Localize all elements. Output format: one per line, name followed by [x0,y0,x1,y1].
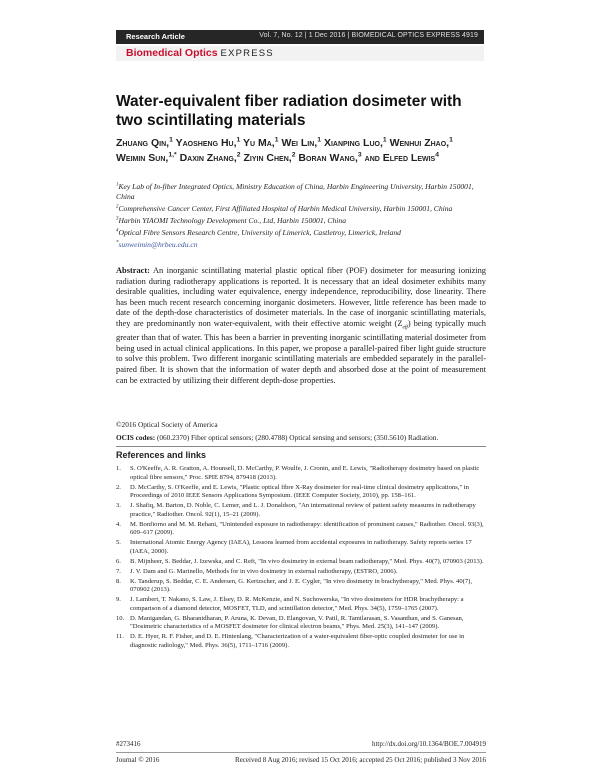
affiliations [116,182,486,252]
affiliation-item [116,216,486,226]
reference-item [116,484,486,501]
references-heading: References and links [116,450,207,460]
reference-item [116,633,486,650]
reference-number: 10. [116,614,125,622]
publication-dates: Received 8 Aug 2016; revised 15 Oct 2016; accepted 25 Oct 2016; published 3 Nov 2016 [235,756,486,764]
reference-number: 11. [116,633,124,640]
affiliation-item [116,228,486,238]
article-title: Water-equivalent fiber radiation dosimeter with two scintillating materials [116,93,462,129]
reference-item [116,615,486,632]
reference-item [116,502,486,519]
copyright-notice: ©2016 Optical Society of America [116,420,218,429]
reference-number: 6. [116,557,121,565]
author-name: Daxin Zhang, [179,152,237,164]
author-name: Yaosheng Hu, [175,137,237,149]
author-affiliation-mark: 1 [382,136,387,144]
affiliation-text: Key Lab of In-fiber Integrated Optics, Ministry Education of China, Harbin Engineering University, Harbin 150001, China [116,182,474,201]
reference-item [116,568,486,577]
affiliation-text: Harbin YIAOMI Technology Development Co., Ltd, Harbin 150001, China [118,216,346,225]
reference-item [116,596,486,613]
author-name: and Elfed Lewis [364,152,436,164]
affiliation-text: Optical Fibre Sensors Research Centre, University of Limerick, Castletroy, Limerick, Ireland [118,228,401,237]
journal-express-text: EXPRESS [220,48,274,59]
affiliation-list [116,182,486,238]
reference-list [116,465,486,652]
abstract-subscript: eff [402,324,408,331]
abstract-label: Abstract: [116,266,150,275]
reference-text: M. Bonfiorno and M. M. Rehani, "Unintended exposure in radiotherapy: identification of prominent causes," Radiother. Oncol. 93(3), 609–617 (2009). [130,520,484,536]
journal-copyright: Journal © 2016 [116,756,160,764]
author-affiliation-mark: 1 [449,136,453,144]
doi-link[interactable]: http://dx.doi.org/10.1364/BOE.7.004919 [371,740,486,748]
reference-text: J. V. Dam and G. Marinello, Methods for in vivo dosimetry in external radiotherapy, (ESTRO, 2006). [130,567,398,575]
reference-item [116,521,486,538]
reference-text: S. O'Keeffe, A. R. Gratton, A. Hounsell, D. McCarthy, P. Woulfe, J. Cronin, and E. Lewis, "Radiotherapy dosimetry based on plastic optical fibre sensors," Proc. SPIE 8794, 879418 (2013). [130,465,480,481]
author-name: Xianping Luo, [323,137,383,149]
reference-text: International Atomic Energy Agency (IAEA), Lessons learned from accidental exposures in radiotherapy. Safety reports series 17 (IAEA, 2000). [130,539,472,555]
author-list [116,136,476,166]
reference-item [116,558,486,567]
journal-banner [116,46,484,61]
abstract-text-2: ) being typically much greater than that of water. This has been a barrier in preventing inorganic scintillating material dosimeter from being used in actual clinical applications. In this paper, we propose a parallel-paired fiber light guide structure to solve this problem. Two different inorganic scintillating materials are embedded separately in the parallel-paired fiber. It is shown that the information of water depth and absorbed dose at the point of measurement can be extracted by utilizing their different depth-dose properties. [116,318,486,385]
author-affiliation-mark: 1 [274,136,279,144]
corresponding-email-link[interactable]: sunweimin@hrbeu.edu.cn [118,240,198,249]
reference-number: 9. [116,596,121,603]
volume-info: Vol. 7, No. 12 | 1 Dec 2016 | BIOMEDICAL OPTICS EXPRESS 4919 [259,32,478,39]
author-affiliation-mark: 1 [169,136,173,144]
manuscript-id: #273416 [116,740,141,748]
reference-text: D. McCarthy, S. O'Keeffe, and E. Lewis, "Plastic optical fibre X-Ray dosimeter for real-time clinical dosimetry applications," in Proceedings of 2010 IEEE Sensors Applications Symposium. (IEEE Computer Society, 2010), pp. 158–161. [130,483,469,499]
reference-number: 8. [116,577,121,585]
affiliation-mark: 1 [116,182,119,188]
reference-number: 2. [116,483,121,491]
author-name: Zhuang Qin, [116,137,170,149]
reference-item [116,578,486,595]
author-name: Wenhui Zhao, [389,137,450,149]
affiliation-mark: 2 [116,204,119,210]
affiliation-item [116,182,486,202]
author-name: Weimin Sun, [116,152,169,164]
reference-item [116,539,486,556]
reference-number: 4. [116,520,121,528]
journal-header-bar [116,30,484,44]
author-affiliation-mark: 1 [317,136,322,144]
author-affiliation-mark: 1,* [168,151,177,159]
reference-item [116,465,486,482]
author-affiliation-mark: 2 [236,151,241,159]
section-divider [116,446,486,447]
reference-number: 1. [116,465,121,472]
author-name: Boran Wang, [298,152,358,164]
reference-text: J. Lambert, T. Nakano, S. Law, J. Elsey, D. R. McKenzie, and N. Suchowerska, "In vivo dosimeters for HDR brachytherapy: a comparison of a diamond detector, MOSFET, TLD, and scintillation detector," Med. Phys. 34(5), 1759–1765 (2007). [130,596,464,612]
abstract [116,266,486,386]
author-name: Yu Ma, [243,137,275,149]
reference-text: K. Tanderup, S. Beddar, C. E. Andersen, G. Kertzscher, and J. E. Cygler, "In vivo dosimetry in brachytherapy," Med. Phys. 40(7), 070902 (2013). [130,577,472,593]
reference-text: D. E. Hyer, R. F. Fisher, and D. E. Hintenlang, "Characterization of a water-equivalent fiber-optic coupled dosimeter for use in diagnostic radiology," Med. Phys. 36(5), 1711–1716 (2009). [130,633,465,649]
footer-divider [116,752,486,753]
journal-name-text: Biomedical Optics [126,47,218,59]
author-affiliation-mark: 1 [236,136,241,144]
reference-text: B. Mijnheer, S. Beddar, J. Izewska, and C. Reft, "In vivo dosimetry in external beam radiotherapy," Med. Phys. 40(7), 070903 (2013). [130,557,484,565]
author-name: Wei Lin, [281,137,318,149]
journal-logo [126,47,274,59]
reference-number: 7. [116,567,121,575]
abstract-text-1: An inorganic scintillating material plastic optical fiber (POF) dosimeter for measuring ionizing radiation during radiotherapy applications is reported. It is necessary that an ideal dosimeter exhibits many desirable qualities, including water equivalence, energy independence, reproducibility, dose linearity. There has been much recent research concerning inorganic dosimeters. However, little reference has been made to date of the depth-dose characteristics of dosimeter materials. In the case of inorganic scintillating materials, they are predominantly non water-equivalent, with their effective atomic weight (Z [116,266,486,328]
affiliation-item [116,204,486,214]
ocis-codes [116,433,486,442]
author-affiliation-mark: 2 [291,151,296,159]
reference-text: J. Shafiq, M. Barton, D. Noble, C. Lemer, and L. J. Donaldson, "An international review of patient safety measures in radiotherapy practice," Radiother. Oncol. 92(1), 15–21 (2009). [130,502,476,518]
reference-number: 5. [116,539,121,546]
author-affiliation-mark: 3 [357,151,362,159]
corresponding-email-line: *sunweimin@hrbeu.edu.cn [116,240,198,249]
affiliation-mark: 4 [116,228,119,234]
affiliation-text: Comprehensive Cancer Center, First Affiliated Hospital of Harbin Medical University, Harbin 150001, China [118,204,453,213]
author-name: Ziyin Chen, [243,152,292,164]
ocis-text: (060.2370) Fiber optical sensors; (280.4788) Optical sensing and sensors; (350.5610) Radiation. [156,433,439,442]
ocis-label: OCIS codes: [116,433,156,442]
affiliation-mark: 3 [116,216,119,222]
reference-number: 3. [116,502,121,509]
author-affiliation-mark: 4 [435,151,440,159]
reference-text: D. Manigandan, G. Bharanidharan, P. Aruna, K. Devan, D. Elangovan, V. Patil, R. Tamilarasan, S. Vasanthan, and S. Ganesan, "Dosimetric characteristics of a MOSFET dosimeter for clinical electron beams," Phys. Med. 25(3), 141–147 (2009). [130,614,464,630]
article-type-badge: Research Article [126,32,185,41]
